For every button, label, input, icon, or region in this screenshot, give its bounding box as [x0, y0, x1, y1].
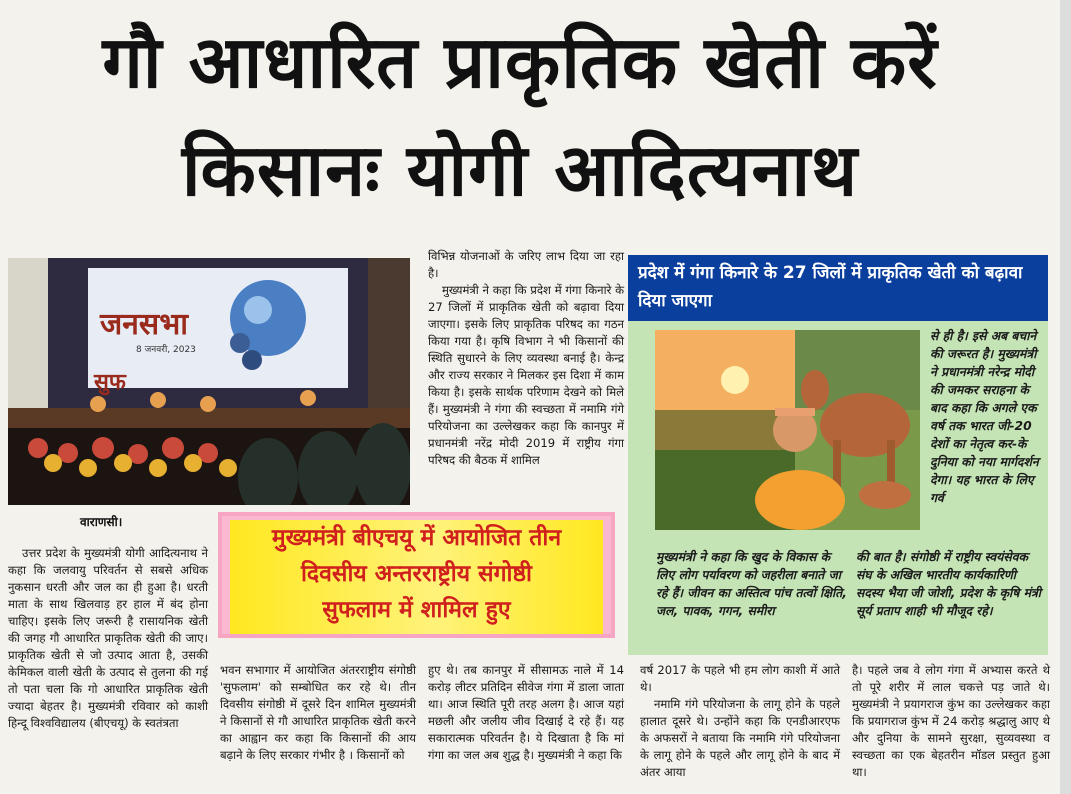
article-column-4-bottom [640, 662, 840, 781]
page-edge [1060, 0, 1071, 794]
article-paragraph: विभिन्न योजनाओं के जरिए लाभ दिया जा रहा है। [428, 249, 624, 280]
sidebar-photo [655, 330, 920, 530]
article-column-5-bottom [852, 662, 1050, 781]
sidebar-text-right: से ही है। इसे अब बचाने की जरूरत है। मुख्यमंत्री ने प्रधानमंत्री नरेन्द्र मोदी की जमकर सराहना के बाद कहा कि अगले एक वर्ष तक भारत जी-20 देशों का नेतृत्व कर-के दुनिया को नया मार्गदर्शन देगा। यह भारत के लिए गर्व [930, 329, 1039, 505]
headline-line-1: गौ आधारित प्राकृतिक खेती करें [102, 20, 938, 104]
article-paragraph: नमामि गंगे परियोजना के लागू होने के पहले हालात दूसरे थे। उन्होंने कहा कि एनडीआरएफ के अफसरों ने बताया कि नमामि गंगे परियोजना के लागू होने के पहले और लागू होने के बाद में अंतर आया [640, 697, 840, 779]
article-column-3-bottom [428, 662, 624, 764]
subhead-line-1: मुख्यमंत्री बीएचयू में आयोजित तीन [271, 525, 562, 551]
sidebar-text-bottom-right: की बात है। संगोष्ठी में राष्ट्रीय स्वयंसेवक संघ के अखिल भारतीय कार्यकारिणी सदस्य भैया जी जोशी, प्रदेश के कृषि मंत्री सूर्य प्रताप शाही भी मौजूद रहे। [856, 550, 1041, 618]
banner-title: जनसभा [100, 307, 189, 342]
article-column-2-bottom [220, 662, 416, 764]
sidebar-text-left: मुख्यमंत्री ने कहा कि खुद के विकास के लिए लोग पर्यावरण को जहरीला बनाते जा रहे हैं। जीवन का अस्तित्व पांच तत्वों क्षिति, जल, पावक, गगन, समीरा [656, 550, 847, 618]
subhead-line-3: सुफलाम में शामिल हुए [322, 597, 511, 623]
article-column-2-top [428, 248, 624, 469]
article-paragraph: हुए थे। तब कानपुर में सीसामऊ नाले में 14 करोड़ लीटर प्रतिदिन सीवेज गंगा में डाला जाता था। आज स्थिति पूरी तरह अलग है। आज यहां मछली और जलीय जीव दिखाई दे रहे हैं। यह सकारात्मक परिवर्तन है। ये दिखाता है कि मां गंगा का जल अब शुद्ध है। मुख्यमंत्री ने कहा कि [428, 663, 624, 762]
article-paragraph: है। पहले जब वे लोग गंगा में अभ्यास करते थे तो पूरे शरीर में लाल चकत्ते पड़ जाते थे। मुख्यमंत्री ने प्रयागराज कुंभ का उल्लेखकर कहा कि प्रयागराज कुंभ में 24 करोड़ श्रद्धालु आए थे और दुनिया के सामने सुरक्षा, सुव्यवस्था व स्वच्छता का एक बेहतरीन मॉडल प्रस्तुत हुआ था। [852, 663, 1050, 779]
article-paragraph: भवन सभागार में आयोजित अंतरराष्ट्रीय संगोष्ठी 'सुफलाम' को सम्बोधित कर रहे थे। तीन दिवसीय संगोष्ठी में दूसरे दिन शामिल मुख्यमंत्री ने किसानों से गौ आधारित प्राकृतिक खेती करने का आह्वान कर कहा कि किसानों की आय बढ़ाने के लिए सरकार गंभीर है । किसानों को [220, 663, 416, 762]
banner-side-text: सुफ [94, 370, 126, 395]
subhead-box [230, 520, 603, 634]
dateline: वाराणसी। [80, 515, 123, 529]
banner-date: 8 जनवरी, 2023 [136, 345, 196, 355]
article-column-1 [8, 545, 208, 732]
article-paragraph: उत्तर प्रदेश के मुख्यमंत्री योगी आदित्यनाथ ने कहा कि जलवायु परिवर्तन से सबसे अधिक नुकसान धरती और जल का ही हुआ है। धरती माता के साथ खिलवाड़ हर हाल में बंद होना चाहिए। इसके लिए जरूरी है रासायनिक खेती की जगह गौ आधारित प्राकृतिक खेती की जाए। प्राकृतिक खेती से जो उत्पाद आता है, उसकी केमिकल वाली खेती के उत्पाद से तुलना की गई तो पता चला कि गो आधारित प्राकृतिक खेती ज्यादा बेहतर है। मुख्यमंत्री रविवार को काशी हिन्दू विश्वविद्यालय (बीएचयू) के स्वतंत्रता [8, 546, 208, 730]
cow-photo-illustration [655, 330, 920, 530]
headline-line-2: किसानः योगी आदित्यनाथ [181, 128, 859, 212]
article-paragraph: मुख्यमंत्री ने कहा कि प्रदेश में गंगा किनारे के 27 जिलों में प्राकृतिक खेती को बढ़ावा दिया जाएगा। इसके लिए प्राकृतिक परिषद का गठन किया गया है। कृषि विभाग ने भी किसानों की स्थिति सुधारने के लिए व्यवस्था बनाई है। केन्द्र और राज्य सरकार ने मिलकर इस दिशा में काम किया है। इसके सार्थक परिणाम देखने को मिले हैं। मुख्यमंत्री ने गंगा की स्वच्छता में नमामि गंगे परियोजना का उल्लेखकर कहा कि कानपुर में प्रधानमंत्री नरेंद्र मोदी 2019 में राष्ट्रीय गंगा परिषद की बैठक में शामिल [428, 283, 624, 467]
event-photo-illustration [8, 258, 410, 505]
event-photo [8, 258, 410, 505]
article-paragraph: वर्ष 2017 के पहले भी हम लोग काशी में आते थे। [640, 663, 840, 694]
sidebar-heading: प्रदेश में गंगा किनारे के 27 जिलों में प्राकृतिक खेती को बढ़ावा दिया जाएगा [628, 255, 1048, 321]
subhead-line-2: दिवसीय अन्तरराष्ट्रीय संगोष्ठी [300, 561, 533, 587]
